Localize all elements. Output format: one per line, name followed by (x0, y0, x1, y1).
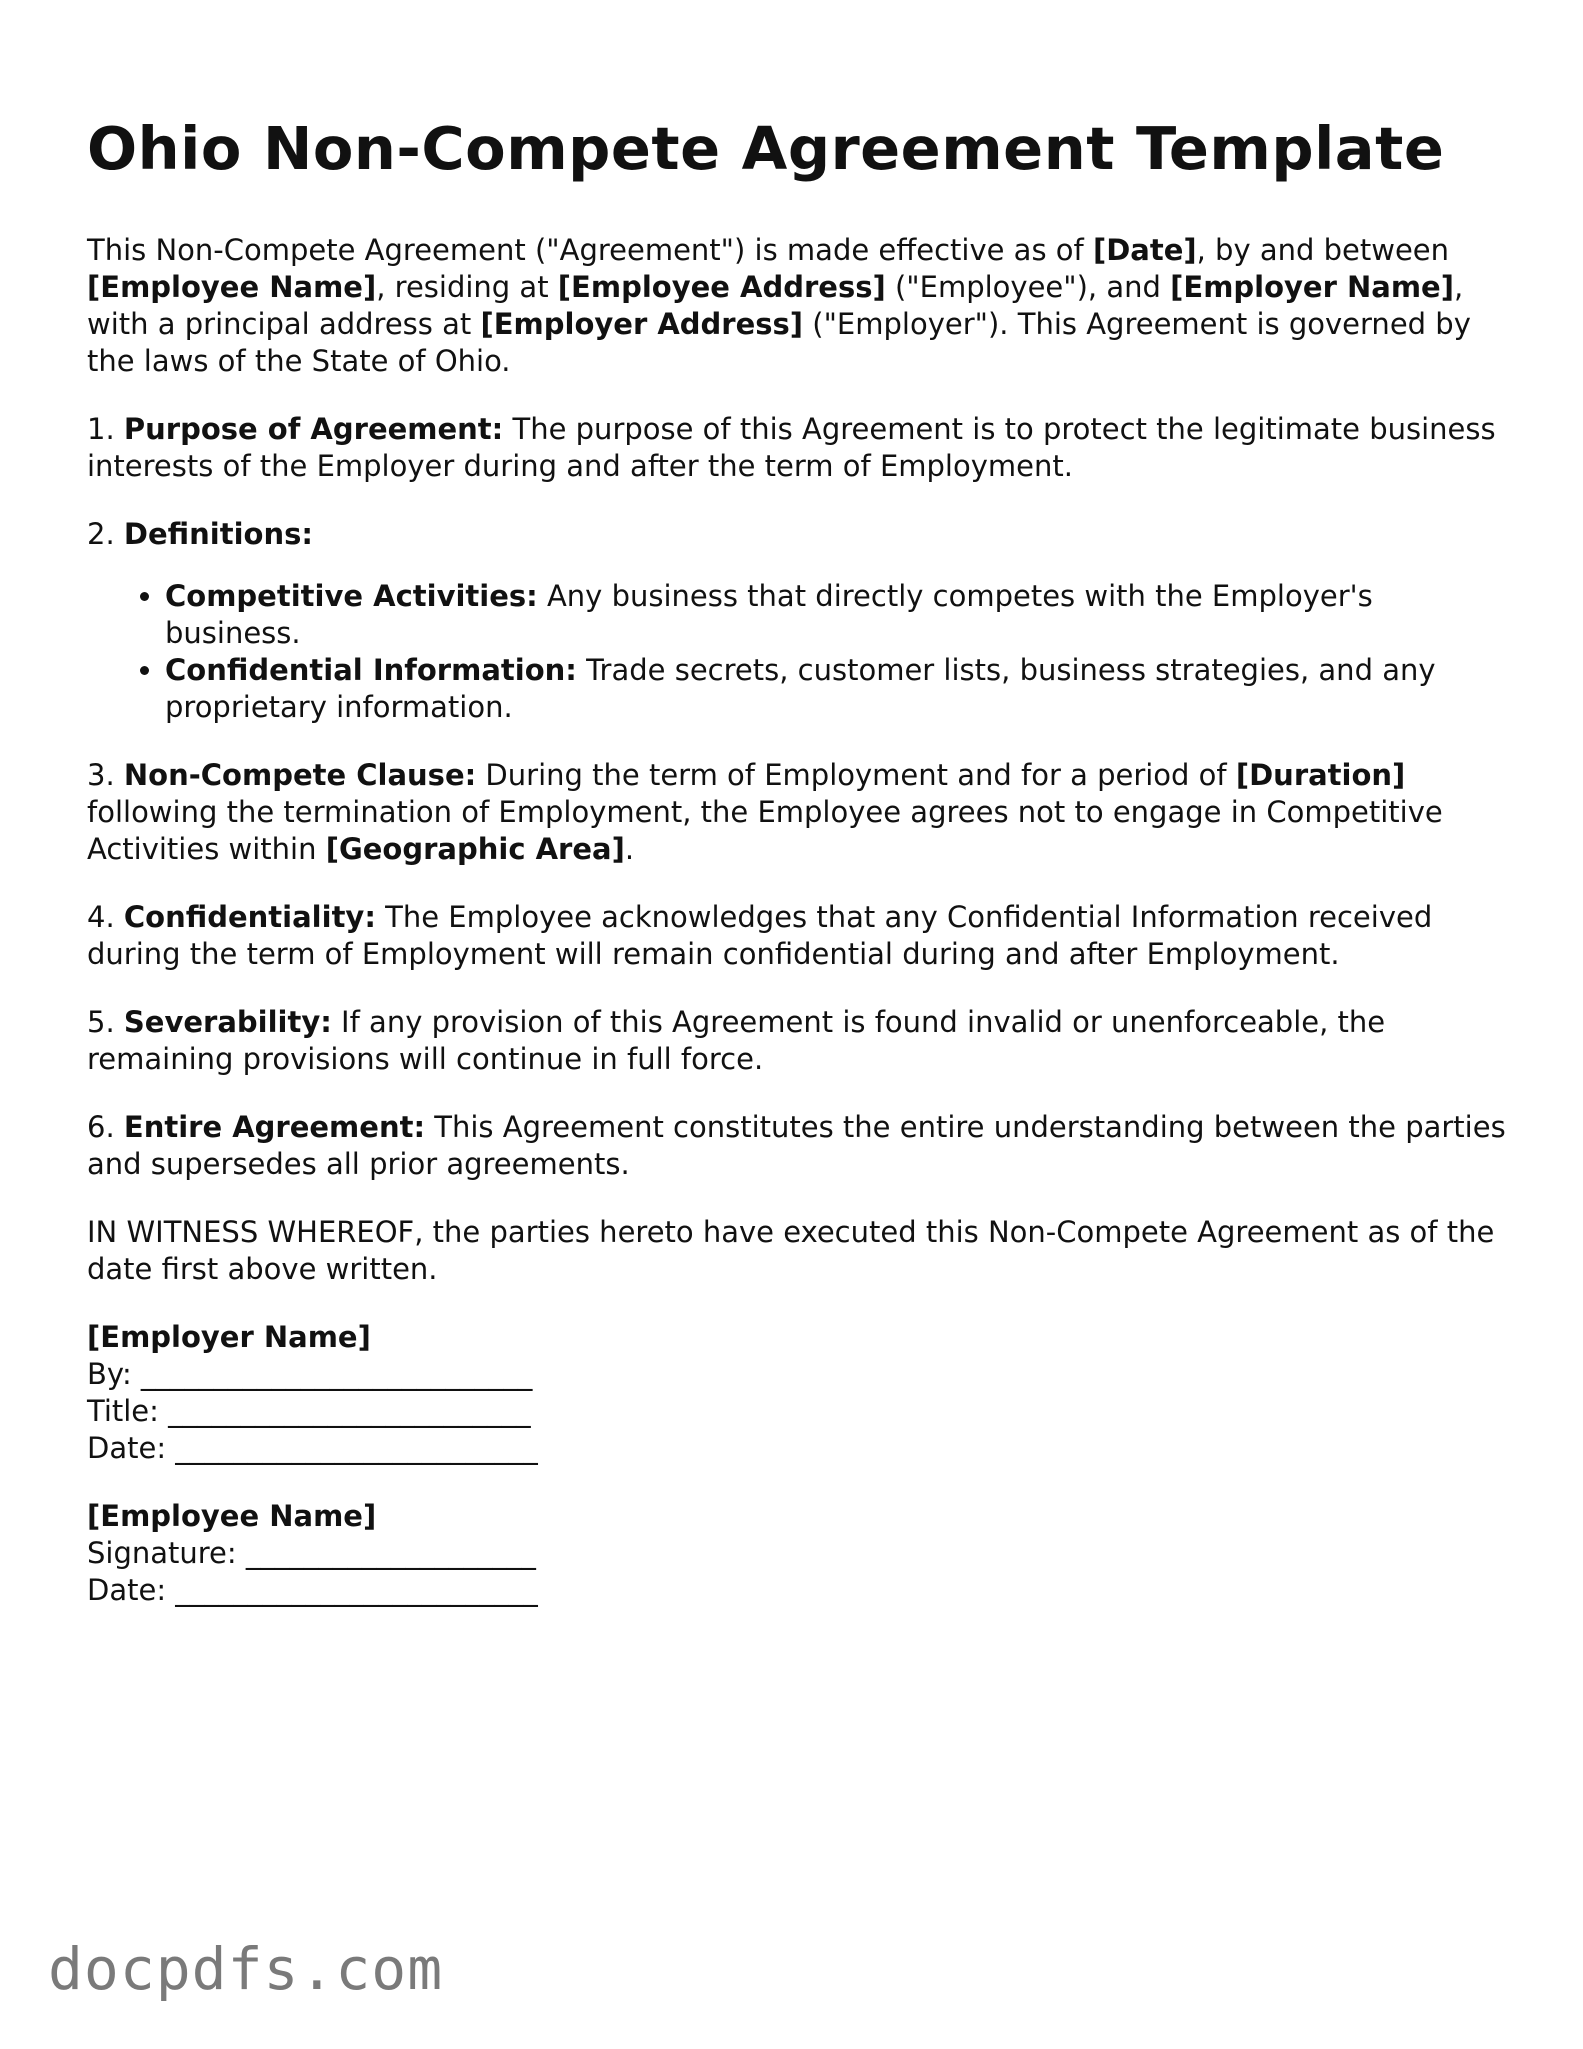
employer-title-line[interactable]: Title: _________________________ (87, 1394, 531, 1428)
section-text: following the termination of Employment, the Employee agrees not to engage in Competitive Activities within (87, 795, 1443, 866)
section-heading: Severability: (123, 1005, 332, 1039)
section-text: If any provision of this Agreement is found invalid or unenforceable, the remaining provisions will continue in full force. (87, 1005, 1386, 1076)
witness-paragraph: IN WITNESS WHEREOF, the parties hereto have executed this Non-Compete Agreement as of the date first above written. (87, 1215, 1495, 1286)
list-item (165, 652, 1517, 726)
employee-name-placeholder: [Employee Name] (87, 270, 377, 304)
definition-text: Trade secrets, customer lists, business strategies, and any proprietary information. (165, 653, 1436, 724)
employer-name-placeholder: [Employer Name] (1170, 270, 1454, 304)
intro-text-2: , by and between (1196, 233, 1450, 267)
intro-text-6: ("Employer"). This Agreement is governed by the laws of the State of Ohio. (87, 307, 1471, 378)
definition-term: Competitive Activities: (165, 579, 538, 613)
list-item (165, 578, 1517, 652)
employer-date-line[interactable]: Date: _________________________ (87, 1431, 538, 1465)
section-text: . (624, 832, 635, 866)
employer-signature-block (87, 1319, 1517, 1467)
section-number: 4. (87, 900, 124, 934)
section-heading: Definitions: (123, 517, 313, 551)
definition-text: Any business that directly competes with the Employer's business. (165, 579, 1373, 650)
intro-text-3: , residing at (376, 270, 558, 304)
section-text: The Employee acknowledges that any Confidential Information received during the term of Employment will remain confidential during and after Employment. (87, 900, 1433, 971)
section-number: 6. (87, 1110, 124, 1144)
date-placeholder: [Date] (1092, 233, 1197, 267)
section-confidentiality (87, 899, 1517, 973)
employee-date-line[interactable]: Date: _________________________ (87, 1573, 538, 1607)
employee-address-placeholder: [Employee Address] (557, 270, 886, 304)
definitions-list (87, 578, 1517, 726)
intro-text-1: This Non-Compete Agreement ("Agreement") is made effective as of (87, 233, 1093, 267)
intro-text-4: ("Employee"), and (885, 270, 1171, 304)
employer-address-placeholder: [Employer Address] (480, 307, 804, 341)
section-text: The purpose of this Agreement is to protect the legitimate business interests of the Employer during and after the term of Employment. (87, 412, 1496, 483)
employer-by-line[interactable]: By: ___________________________ (87, 1357, 533, 1391)
section-number: 1. (87, 412, 124, 446)
section-purpose (87, 411, 1517, 485)
employee-signature-block (87, 1498, 1517, 1609)
intro-paragraph (87, 232, 1517, 380)
section-text: This Agreement constitutes the entire understanding between the parties and supersedes all prior agreements. (87, 1110, 1506, 1181)
section-number: 5. (87, 1005, 124, 1039)
duration-placeholder: [Duration] (1235, 758, 1406, 792)
geographic-area-placeholder: [Geographic Area] (325, 832, 625, 866)
definition-term: Confidential Information: (165, 653, 577, 687)
intro-text-5: , with a principal address at (87, 270, 1464, 341)
employee-signature-line[interactable]: Signature: ____________________ (87, 1536, 536, 1570)
section-text: During the term of Employment and for a period of (476, 758, 1236, 792)
watermark-logo: docpdfs.com (48, 1935, 444, 2003)
document-page (87, 112, 1517, 1640)
section-non-compete (87, 757, 1517, 868)
section-number: 2. (87, 517, 124, 551)
employer-name-label: [Employer Name] (87, 1320, 371, 1354)
document-title: Ohio Non-Compete Agreement Template (87, 114, 1445, 183)
section-number: 3. (87, 758, 124, 792)
section-definitions (87, 516, 1517, 553)
section-severability (87, 1004, 1517, 1078)
section-entire-agreement (87, 1109, 1517, 1183)
section-heading: Confidentiality: (123, 900, 376, 934)
section-heading: Entire Agreement: (123, 1110, 426, 1144)
employee-name-label: [Employee Name] (87, 1499, 377, 1533)
section-heading: Purpose of Agreement: (123, 412, 504, 446)
section-heading: Non-Compete Clause: (123, 758, 477, 792)
